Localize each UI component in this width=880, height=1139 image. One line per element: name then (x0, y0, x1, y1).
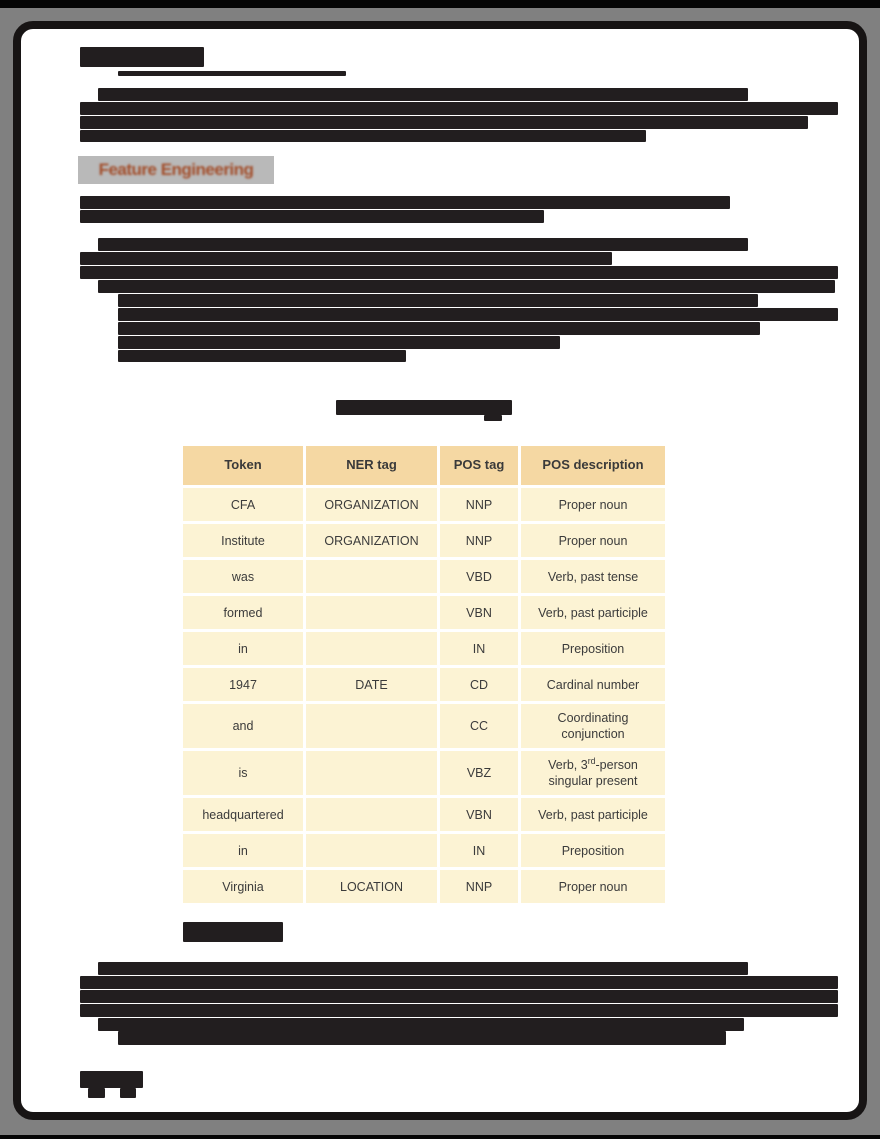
table-cell-ner (306, 632, 437, 665)
redacted-page-footer (88, 1088, 105, 1098)
table-cell-token: was (183, 560, 303, 593)
table-cell-desc: Proper noun (521, 524, 665, 557)
redacted-text-line (80, 196, 730, 209)
table-cell-desc: Coordinating conjunction (521, 704, 665, 748)
table-cell-desc: Preposition (521, 632, 665, 665)
table-cell-ner (306, 834, 437, 867)
table-cell-pos: NNP (440, 524, 518, 557)
table-cell-desc: Cardinal number (521, 668, 665, 701)
redacted-source-line (183, 922, 283, 942)
top-edge-strip (0, 0, 880, 8)
table-cell-ner: DATE (306, 668, 437, 701)
table-cell-ner: ORGANIZATION (306, 524, 437, 557)
redacted-text-line (80, 130, 646, 142)
table-cell-pos: IN (440, 834, 518, 867)
table-cell-pos: VBZ (440, 751, 518, 795)
redacted-text-line (118, 1031, 726, 1045)
redacted-text-line (118, 336, 560, 349)
table-header-cell-desc: POS description (521, 446, 665, 485)
redacted-page-footer (120, 1088, 136, 1098)
section-heading-label: Feature Engineering (98, 160, 254, 179)
table-cell-desc: Verb, past participle (521, 798, 665, 831)
table-cell-pos: IN (440, 632, 518, 665)
redacted-table-caption-tail (484, 415, 502, 421)
table-cell-token: CFA (183, 488, 303, 521)
redacted-text-line (80, 252, 612, 265)
redacted-text-line (80, 266, 838, 279)
table-cell-pos: CD (440, 668, 518, 701)
redacted-text-line (98, 1018, 744, 1031)
redacted-text-line (80, 1004, 838, 1017)
table-cell-pos: VBN (440, 596, 518, 629)
redacted-text-line (98, 88, 748, 101)
table-cell-token: headquartered (183, 798, 303, 831)
ner-pos-table (177, 440, 671, 909)
redacted-text-line (80, 102, 838, 115)
table-cell-ner (306, 596, 437, 629)
table-cell-pos: NNP (440, 488, 518, 521)
table-cell-ner: ORGANIZATION (306, 488, 437, 521)
table-cell-token: is (183, 751, 303, 795)
redacted-page-footer (80, 1071, 143, 1088)
redacted-text-line (98, 280, 835, 293)
redacted-text-line (80, 976, 838, 989)
table-cell-ner (306, 560, 437, 593)
table-cell-token: and (183, 704, 303, 748)
redacted-text-line (118, 350, 406, 362)
table-cell-pos: VBN (440, 798, 518, 831)
redacted-page-heading (80, 47, 204, 67)
redacted-text-line (118, 71, 346, 76)
section-heading (78, 156, 274, 184)
redacted-text-line (118, 294, 758, 307)
redacted-text-line (118, 322, 760, 335)
redacted-text-line (98, 238, 748, 251)
table-cell-ner (306, 798, 437, 831)
bottom-edge-strip (0, 1135, 880, 1139)
table-cell-pos: CC (440, 704, 518, 748)
table-header-cell-ner: NER tag (306, 446, 437, 485)
table-cell-pos: VBD (440, 560, 518, 593)
table-cell-desc: Verb, past participle (521, 596, 665, 629)
table-cell-desc: Verb, past tense (521, 560, 665, 593)
table-cell-token: in (183, 632, 303, 665)
table-cell-desc: Proper noun (521, 870, 665, 903)
table-cell-desc: Preposition (521, 834, 665, 867)
table-cell-pos: NNP (440, 870, 518, 903)
table-cell-ner (306, 751, 437, 795)
redacted-text-line (80, 116, 808, 129)
table-cell-desc: Proper noun (521, 488, 665, 521)
table-cell-token: 1947 (183, 668, 303, 701)
table-cell-token: in (183, 834, 303, 867)
redacted-text-line (98, 962, 748, 975)
table-header-cell-token: Token (183, 446, 303, 485)
table-cell-ner (306, 704, 437, 748)
redacted-text-line (118, 308, 838, 321)
table-cell-token: Virginia (183, 870, 303, 903)
redacted-table-caption (336, 400, 512, 415)
table-cell-token: Institute (183, 524, 303, 557)
table-cell-desc: Verb, 3rd-person singular present (521, 751, 665, 795)
redacted-text-line (80, 210, 544, 223)
table-header-cell-pos: POS tag (440, 446, 518, 485)
table-cell-token: formed (183, 596, 303, 629)
table-cell-ner: LOCATION (306, 870, 437, 903)
redacted-text-line (80, 990, 838, 1003)
